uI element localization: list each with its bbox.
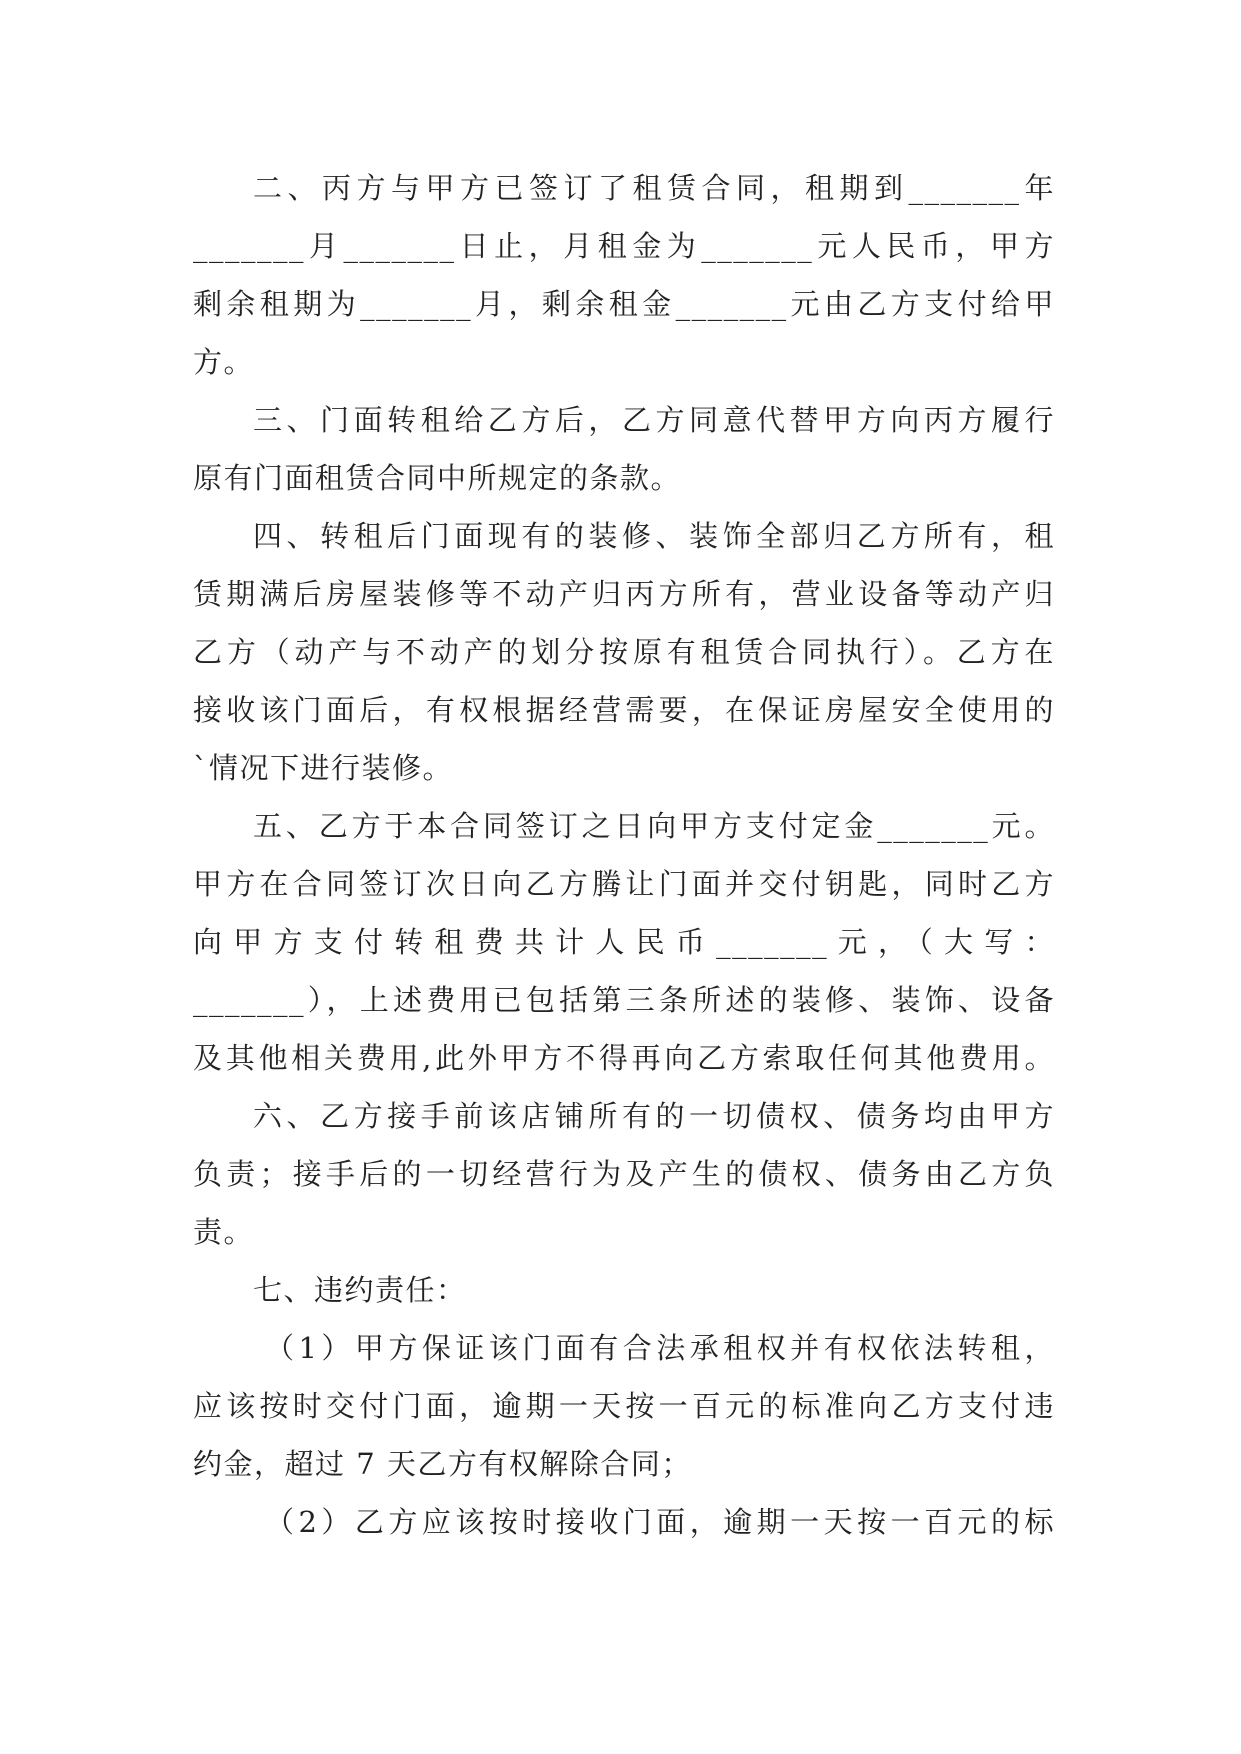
clause-2-line-3: 剩余租期为_______月，剩余租金_______元由乙方支付给甲 <box>193 287 1055 321</box>
clause-4-line-1: 四、转租后门面现有的装修、装饰全部归乙方所有，租 <box>253 519 1055 553</box>
clause-4-line-5: `情况下进行装修。 <box>193 751 454 785</box>
clause-7-item-1-line-3: 约金，超过 7 天乙方有权解除合同； <box>193 1447 692 1481</box>
clause-7-item-1-line-1: （1）甲方保证该门面有合法承租权并有权依法转租， <box>265 1331 1055 1365</box>
clause-7-item-1-line-2: 应该按时交付门面，逾期一天按一百元的标准向乙方支付违 <box>193 1389 1055 1423</box>
clause-2-line-2: _______月_______日止，月租金为_______元人民币，甲方 <box>193 229 1055 263</box>
clause-4-line-3: 乙方（动产与不动产的划分按原有租赁合同执行）。乙方在 <box>193 635 1055 669</box>
clause-6-line-2: 负责；接手后的一切经营行为及产生的债权、债务由乙方负 <box>193 1157 1055 1191</box>
clause-5-line-1: 五、乙方于本合同签订之日向甲方支付定金_______元。 <box>253 809 1055 843</box>
clause-6-line-3: 责。 <box>193 1215 255 1249</box>
clause-7-item-2-line-1: （2）乙方应该按时接收门面，逾期一天按一百元的标 <box>265 1505 1055 1539</box>
clause-5-line-4: _______），上述费用已包括第三条所述的装修、装饰、设备 <box>193 983 1055 1017</box>
clause-2-line-1: 二、丙方与甲方已签订了租赁合同，租期到_______年 <box>253 171 1055 205</box>
clause-4-line-4: 接收该门面后，有权根据经营需要，在保证房屋安全使用的 <box>193 693 1055 727</box>
clause-5-line-2: 甲方在合同签订次日向乙方腾让门面并交付钥匙，同时乙方 <box>193 867 1055 901</box>
clause-5-line-3: 向甲方支付转租费共计人民币_______元，（大写： <box>193 925 1055 959</box>
clause-2-line-4: 方。 <box>193 345 255 379</box>
clause-3-line-1: 三、门面转租给乙方后，乙方同意代替甲方向丙方履行 <box>253 403 1055 437</box>
document-body <box>193 159 1055 1551</box>
clause-3-line-2: 原有门面租赁合同中所规定的条款。 <box>193 461 682 495</box>
clause-7-heading: 七、违约责任： <box>253 1273 467 1307</box>
clause-6-line-1: 六、乙方接手前该店铺所有的一切债权、债务均由甲方 <box>253 1099 1055 1133</box>
clause-5-line-5: 及其他相关费用,此外甲方不得再向乙方索取任何其他费用。 <box>193 1041 1055 1075</box>
clause-4-line-2: 赁期满后房屋装修等不动产归丙方所有，营业设备等动产归 <box>193 577 1055 611</box>
